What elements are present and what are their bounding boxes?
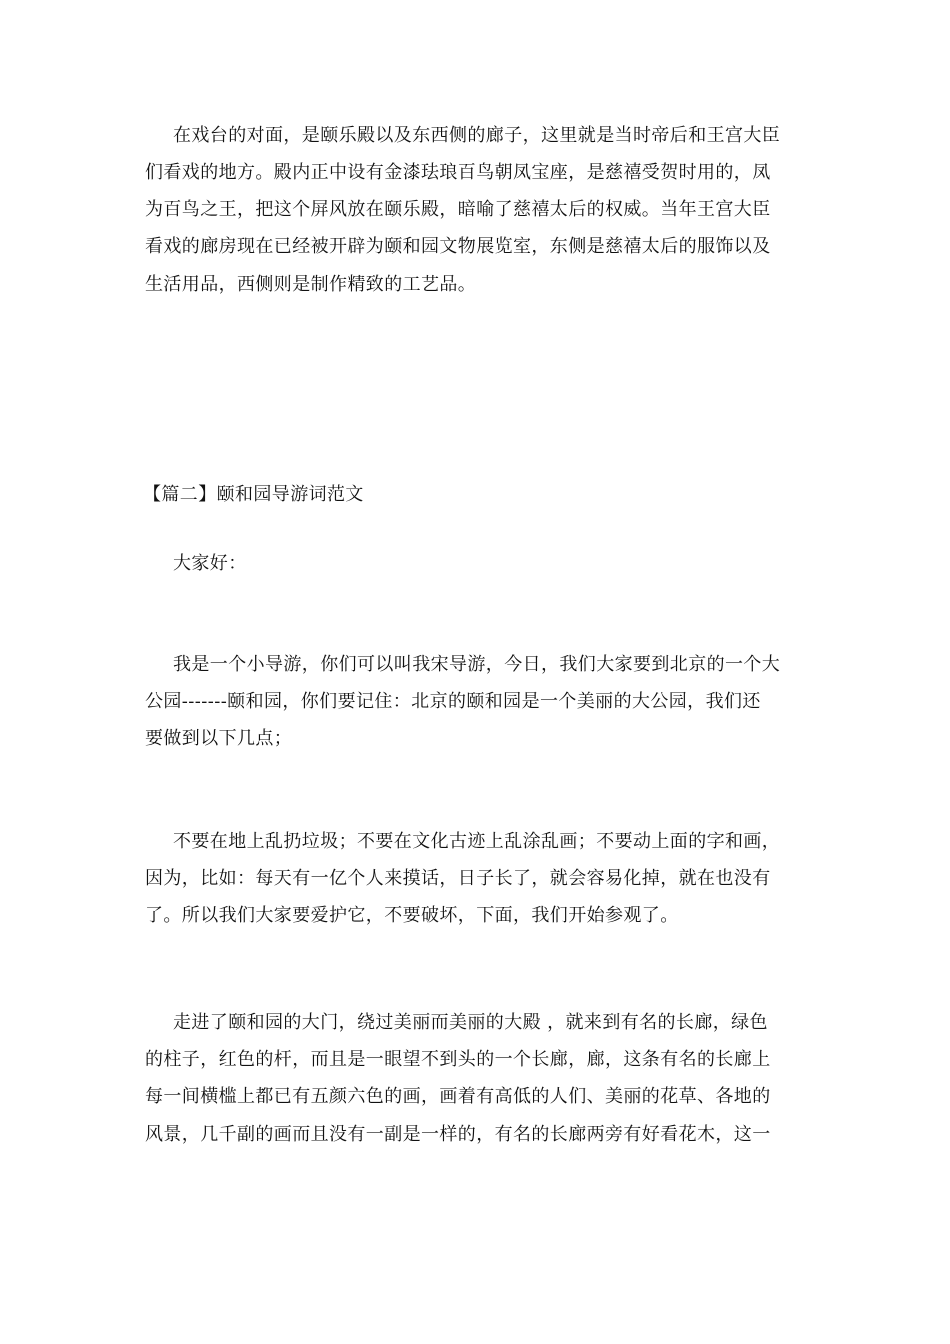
paragraph-line: 看戏的廊房现在已经被开辟为颐和园文物展览室，东侧是慈禧太后的服饰以及 — [145, 236, 771, 257]
paragraph-line: 我是一个小导游，你们可以叫我宋导游，今日，我们大家要到北京的一个大 — [173, 654, 781, 675]
paragraph-line: 生活用品，西侧则是制作精致的工艺品。 — [145, 274, 477, 295]
paragraph-line: 要做到以下几点； — [145, 728, 293, 749]
paragraph-line: 们看戏的地方。殿内正中设有金漆珐琅百鸟朝凤宝座，是慈禧受贺时用的，凤 — [145, 162, 771, 183]
section-heading: 【篇二】颐和园导游词范文 — [143, 484, 364, 505]
paragraph-line: 了。所以我们大家要爱护它，不要破坏，下面，我们开始参观了。 — [145, 905, 679, 926]
paragraph-line: 在戏台的对面，是颐乐殿以及东西侧的廊子，这里就是当时帝后和王宫大臣 — [173, 125, 781, 146]
paragraph-line: 的柱子，红色的杆，而且是一眼望不到头的一个长廊，廊，这条有名的长廊上 — [145, 1049, 771, 1070]
paragraph-line: 为百鸟之王，把这个屏风放在颐乐殿，暗喻了慈禧太后的权威。当年王宫大臣 — [145, 199, 771, 220]
greeting-text: 大家好： — [173, 553, 247, 574]
paragraph-line: 每一间横槛上都已有五颜六色的画，画着有高低的人们、美丽的花草、各地的 — [145, 1086, 771, 1107]
paragraph-line: 走进了颐和园的大门，绕过美丽而美丽的大殿 ，就来到有名的长廊，绿色 — [173, 1012, 768, 1033]
paragraph-line: 风景，几千副的画而且没有一副是一样的，有名的长廊两旁有好看花木，这一 — [145, 1124, 771, 1145]
paragraph-line: 公园-------颐和园，你们要记住：北京的颐和园是一个美丽的大公园，我们还 — [145, 691, 761, 712]
paragraph-line: 不要在地上乱扔垃圾；不要在文化古迹上乱涂乱画；不要动上面的字和画， — [173, 831, 781, 852]
paragraph-line: 因为，比如：每天有一亿个人来摸话，日子长了，就会容易化掉，就在也没有 — [145, 868, 771, 889]
